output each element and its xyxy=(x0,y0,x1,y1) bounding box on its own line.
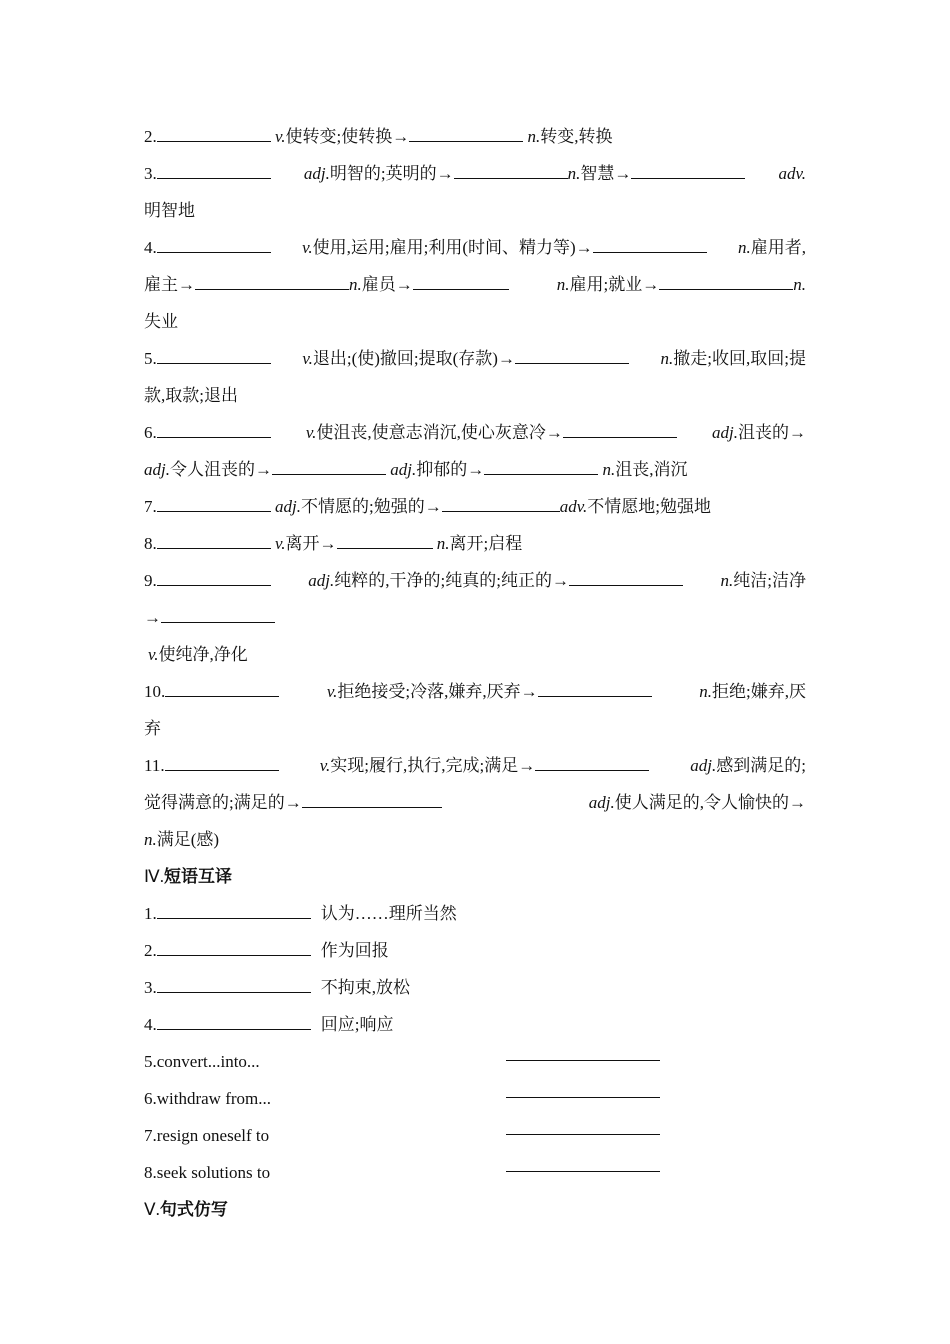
pos-label: n. xyxy=(660,349,674,368)
phrase-text: 6.withdraw from... xyxy=(144,1089,272,1108)
definition: 使转变;使转换→ xyxy=(285,127,410,146)
vocab-item-11-cont xyxy=(144,784,806,821)
definition: 觉得满意的;满足的→ xyxy=(144,793,302,812)
answer-blank[interactable] xyxy=(157,938,311,956)
definition: 不情愿地;勉强地 xyxy=(587,497,711,516)
phrase-item-2 xyxy=(144,932,806,969)
definition: 撤走;收回,取回;提 xyxy=(673,349,806,368)
pos-label: n. xyxy=(737,238,751,257)
answer-blank[interactable] xyxy=(413,272,509,290)
answer-blank[interactable] xyxy=(535,753,649,771)
answer-blank[interactable] xyxy=(161,605,275,623)
answer-blank[interactable] xyxy=(157,346,271,364)
answer-blank[interactable] xyxy=(157,901,311,919)
answer-blank[interactable] xyxy=(506,1080,660,1098)
vocab-item-6 xyxy=(144,414,806,451)
section-title: 句式仿写 xyxy=(159,1200,228,1220)
definition: 明智地 xyxy=(144,201,195,220)
answer-blank[interactable] xyxy=(515,346,629,364)
definition: 弃 xyxy=(144,719,161,738)
definition: 明智的;英明的→ xyxy=(329,164,454,183)
definition: 离开→ xyxy=(285,534,337,553)
item-number: 5. xyxy=(144,349,157,368)
definition: 沮丧的→ xyxy=(738,423,806,442)
definition: 离开;启程 xyxy=(449,534,523,553)
answer-blank[interactable] xyxy=(484,457,598,475)
pos-label: n. xyxy=(349,275,362,294)
answer-blank[interactable] xyxy=(157,531,271,549)
pos-label: v. xyxy=(305,423,317,442)
answer-blank[interactable] xyxy=(157,975,311,993)
phrase-text: 回应;响应 xyxy=(320,1015,394,1034)
item-number: 11. xyxy=(144,756,165,775)
pos-label: v. xyxy=(148,645,159,664)
vocab-item-2 xyxy=(144,118,806,155)
pos-label: v. xyxy=(275,127,286,146)
pos-label: v. xyxy=(326,682,338,701)
item-number: 3. xyxy=(144,978,157,997)
worksheet-page xyxy=(144,118,806,1228)
vocab-item-9-cont xyxy=(144,599,806,636)
definition: 拒绝接受;冷落,嫌弃,厌弃→ xyxy=(337,682,538,701)
vocab-item-10 xyxy=(144,673,806,710)
pos-label: v. xyxy=(302,238,313,257)
answer-blank[interactable] xyxy=(409,124,523,142)
item-number: 8. xyxy=(144,534,157,553)
section-heading-4 xyxy=(144,858,806,895)
vocab-item-8 xyxy=(144,525,806,562)
pos-label: adj. xyxy=(144,460,170,479)
answer-blank[interactable] xyxy=(157,235,271,253)
pos-label: v. xyxy=(319,756,331,775)
pos-label: adj. xyxy=(712,423,738,442)
pos-label: n. xyxy=(144,830,157,849)
definition: 不情愿的;勉强的→ xyxy=(300,497,442,516)
answer-blank[interactable] xyxy=(454,161,568,179)
vocab-item-3 xyxy=(144,155,806,192)
answer-blank[interactable] xyxy=(157,161,271,179)
definition: 转变,转换 xyxy=(540,127,613,146)
section-number: Ⅴ. xyxy=(144,1200,160,1219)
pos-label: n. xyxy=(602,460,616,479)
vocab-item-5-cont xyxy=(144,377,806,414)
phrase-item-3 xyxy=(144,969,806,1006)
definition: 满足(感) xyxy=(156,830,220,849)
phrase-text: 不拘束,放松 xyxy=(320,978,410,997)
section-heading-5 xyxy=(144,1191,806,1228)
pos-label: adj. xyxy=(308,571,335,590)
item-number: 9. xyxy=(144,571,157,590)
vocab-item-3-cont xyxy=(144,192,806,229)
answer-blank[interactable] xyxy=(157,124,271,142)
vocab-item-6-cont xyxy=(144,451,806,488)
item-number: 1. xyxy=(144,904,157,923)
phrase-text: 作为回报 xyxy=(320,941,389,960)
pos-label: adj. xyxy=(690,756,717,775)
answer-blank[interactable] xyxy=(157,420,271,438)
answer-blank[interactable] xyxy=(538,679,652,697)
vocab-item-4-cont xyxy=(144,266,806,303)
phrase-text: 7.resign oneself to xyxy=(144,1126,270,1145)
phrase-item-4 xyxy=(144,1006,806,1043)
item-number: 2. xyxy=(144,127,157,146)
phrase-item-1 xyxy=(144,895,806,932)
definition: 退出;(使)撤回;提取(存款)→ xyxy=(312,349,515,368)
pos-label: n. xyxy=(699,682,712,701)
vocab-item-4-cont2 xyxy=(144,303,806,340)
section-number: Ⅳ. xyxy=(144,867,164,886)
pos-label: n. xyxy=(720,571,734,590)
item-number: 4. xyxy=(144,238,157,257)
item-number: 3. xyxy=(144,164,157,183)
answer-blank[interactable] xyxy=(659,272,793,290)
definition: 使用,运用;雇用;利用(时间、精力等)→ xyxy=(312,238,593,257)
answer-blank[interactable] xyxy=(593,235,707,253)
definition: 雇员→ xyxy=(361,275,413,294)
pos-label: n. xyxy=(527,127,541,146)
pos-label: adj. xyxy=(588,793,615,812)
phrase-item-7 xyxy=(144,1117,806,1154)
definition: 使人满足的,令人愉快的→ xyxy=(614,793,806,812)
pos-label: v. xyxy=(275,534,286,553)
answer-blank[interactable] xyxy=(157,494,271,512)
pos-label: n. xyxy=(436,534,450,553)
answer-blank[interactable] xyxy=(157,1012,311,1030)
vocab-item-9-cont2 xyxy=(144,636,806,673)
phrase-text: 5.convert...into... xyxy=(144,1052,260,1071)
answer-blank[interactable] xyxy=(569,568,683,586)
definition: 沮丧,消沉 xyxy=(615,460,688,479)
answer-blank[interactable] xyxy=(165,679,279,697)
item-number: 6. xyxy=(144,423,157,442)
pos-label: n. xyxy=(793,275,806,294)
answer-blank[interactable] xyxy=(165,753,279,771)
vocab-item-10-cont xyxy=(144,710,806,747)
vocab-item-9 xyxy=(144,562,806,599)
phrase-text: 8.seek solutions to xyxy=(144,1163,271,1182)
pos-label: adv. xyxy=(559,497,588,516)
definition: 纯粹的,干净的;纯真的;纯正的→ xyxy=(334,571,569,590)
pos-label: adj. xyxy=(390,460,417,479)
answer-blank[interactable] xyxy=(506,1043,660,1061)
definition: 雇用者, xyxy=(750,238,806,257)
answer-blank[interactable] xyxy=(337,531,433,549)
item-number: 10. xyxy=(144,682,166,701)
pos-label: v. xyxy=(302,349,313,368)
definition: 雇用;就业→ xyxy=(569,275,660,294)
arrow: → xyxy=(144,608,161,627)
phrase-item-8 xyxy=(144,1154,806,1191)
phrase-item-6 xyxy=(144,1080,806,1117)
pos-label: adj. xyxy=(275,497,301,516)
vocab-item-11 xyxy=(144,747,806,784)
section-title: 短语互译 xyxy=(163,867,232,887)
answer-blank[interactable] xyxy=(506,1154,660,1172)
definition: 款,取款;退出 xyxy=(144,386,238,405)
answer-blank[interactable] xyxy=(302,790,442,808)
definition: 纯洁;洁净 xyxy=(733,571,806,590)
pos-label: n. xyxy=(567,164,581,183)
answer-blank[interactable] xyxy=(272,457,386,475)
pos-label: adv. xyxy=(778,164,806,183)
answer-blank[interactable] xyxy=(442,494,560,512)
phrase-item-5 xyxy=(144,1043,806,1080)
vocab-item-11-cont2 xyxy=(144,821,806,858)
answer-blank[interactable] xyxy=(631,161,745,179)
phrase-text: 认为……理所当然 xyxy=(320,904,457,923)
answer-blank[interactable] xyxy=(506,1117,660,1135)
vocab-item-7 xyxy=(144,488,806,525)
vocab-item-5 xyxy=(144,340,806,377)
answer-blank[interactable] xyxy=(563,420,677,438)
definition: 雇主→ xyxy=(144,275,195,294)
definition: 使纯净,净化 xyxy=(158,645,248,664)
answer-blank[interactable] xyxy=(195,272,349,290)
item-number: 4. xyxy=(144,1015,157,1034)
item-number: 7. xyxy=(144,497,157,516)
item-number: 2. xyxy=(144,941,157,960)
definition: 抑郁的→ xyxy=(416,460,485,479)
definition: 感到满足的; xyxy=(716,756,806,775)
pos-label: adj. xyxy=(303,164,330,183)
definition: 实现;履行,执行,完成;满足→ xyxy=(330,756,536,775)
pos-label: n. xyxy=(556,275,570,294)
vocab-item-4 xyxy=(144,229,806,266)
definition: 失业 xyxy=(144,312,178,331)
definition: 智慧→ xyxy=(580,164,632,183)
definition: 令人沮丧的→ xyxy=(169,460,272,479)
definition: 拒绝;嫌弃,厌 xyxy=(712,682,806,701)
answer-blank[interactable] xyxy=(157,568,271,586)
definition: 使沮丧,使意志消沉,使心灰意冷→ xyxy=(316,423,563,442)
